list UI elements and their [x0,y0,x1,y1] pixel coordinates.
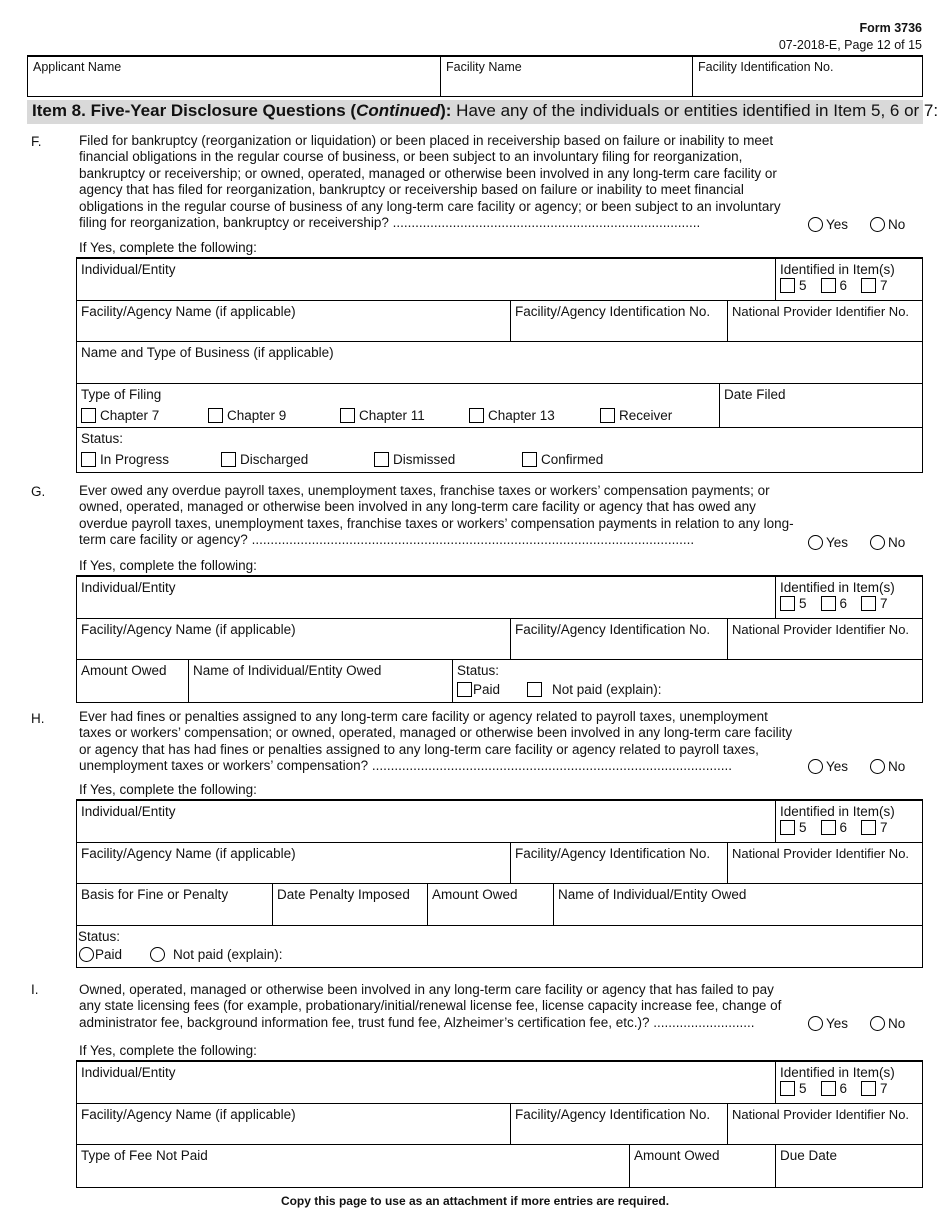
question-f-text: Filed for bankruptcy (reorganization or liquidation) or been placed in receivership based on failure or inability to meet financial obligations in the regular course of business, or been subject to an involuntary filing for reorganization, bankruptcy or receivership; or owned, operated, managed or otherwise been involved in any long-term care facility or agency that has filed for reorganization, bankruptcy or receivership based on failure or inability to meet financial obligations in the regular course of business of any long-term care facility or agency; or been subject to an involuntary filing for reorganization, bankruptcy or receivership? .................................................................................. [79,133,781,231]
date-penalty-field[interactable]: Date Penalty Imposed [272,884,427,925]
facility-agency-id-field[interactable]: Facility/Agency Identification No. [510,843,727,883]
receiver-option[interactable]: Receiver [600,408,672,423]
page-info: 07-2018-E, Page 12 of 15 [778,38,922,52]
question-h-ifyes: If Yes, complete the following: [79,782,257,797]
question-f-table [76,257,923,473]
question-h-table [76,799,923,968]
payment-status: Status: [452,660,922,702]
amount-owed-field[interactable]: Amount Owed [629,1145,775,1187]
npi-field[interactable]: National Provider Identifier No. [727,619,922,659]
item7-checkbox[interactable] [861,596,876,611]
facility-agency-id-field[interactable]: Facility/Agency Identification No. [510,1104,727,1144]
question-f-no[interactable]: No [870,217,905,232]
amount-owed-field[interactable]: Amount Owed [81,663,167,678]
identified-in-items: Identified in Item(s) 5 6 7 [775,577,922,618]
date-filed-field[interactable]: Date Filed [719,384,922,427]
name-owed-field[interactable]: Name of Individual/Entity Owed [188,660,452,702]
question-h-yes[interactable]: Yes [808,759,848,774]
facility-id-label: Facility Identification No. [698,60,834,74]
item5-checkbox[interactable] [780,820,795,835]
question-g-table [76,575,923,703]
item-8-heading: Item 8. Five-Year Disclosure Questions (Continued): Have any of the individuals or entities identified in Item 5, 6 or 7: [27,100,923,124]
facility-agency-name-field[interactable]: Facility/Agency Name (if applicable) [81,846,296,861]
identified-in-items: Identified in Item(s) 5 6 7 [775,259,922,300]
item6-checkbox[interactable] [821,1081,836,1096]
discharged-option[interactable]: Discharged [221,452,308,467]
facility-name-label: Facility Name [446,60,522,74]
chapter13-option[interactable]: Chapter 13 [469,408,555,423]
facility-name-field[interactable] [440,57,692,96]
question-i-ifyes: If Yes, complete the following: [79,1043,257,1058]
not-paid-option[interactable]: Not paid (explain): [150,947,283,962]
chapter11-option[interactable]: Chapter 11 [340,408,425,423]
item6-checkbox[interactable] [821,820,836,835]
individual-entity-field[interactable]: Individual/Entity [81,262,176,277]
npi-field[interactable]: National Provider Identifier No. [727,1104,922,1144]
amount-owed-field[interactable]: Amount Owed [427,884,553,925]
filing-status: Status: [81,431,124,446]
radio-icon[interactable] [808,217,823,232]
question-i-table [76,1060,923,1188]
radio-icon[interactable] [870,217,885,232]
identified-in-items: Identified in Item(s) 5 6 7 [775,1062,922,1103]
individual-entity-field[interactable]: Individual/Entity [81,580,176,595]
footer-note: Copy this page to use as an attachment if more entries are required. [280,1194,670,1208]
question-i-no[interactable]: No [870,1016,905,1031]
applicant-header-box [27,55,923,97]
question-g-yes[interactable]: Yes [808,535,848,550]
individual-entity-field[interactable]: Individual/Entity [81,1065,176,1080]
radio-icon[interactable] [870,1016,885,1031]
item7-checkbox[interactable] [861,1081,876,1096]
question-g-no[interactable]: No [870,535,905,550]
item7-checkbox[interactable] [861,820,876,835]
npi-field[interactable]: National Provider Identifier No. [727,301,922,341]
identified-in-items: Identified in Item(s) 5 6 7 [775,801,922,842]
not-paid-option[interactable]: Not paid (explain): [527,682,662,697]
item5-checkbox[interactable] [780,1081,795,1096]
question-i-letter: I. [31,982,39,997]
due-date-field[interactable]: Due Date [775,1145,922,1187]
name-owed-field[interactable]: Name of Individual/Entity Owed [553,884,922,925]
facility-agency-name-field[interactable]: Facility/Agency Name (if applicable) [81,304,296,319]
form-number: Form 3736 [859,21,922,35]
question-g-text: Ever owed any overdue payroll taxes, unemployment taxes, franchise taxes or workers’ compensation payments; or owned, operated, managed or otherwise been involved in any long-term care facility or agency that has owed any overdue payroll taxes, unemployment taxes, franchise taxes or workers’ compensation payments in relation to any long-term care facility or agency? ...................................................................................................................... [79,483,794,548]
radio-icon[interactable] [808,759,823,774]
facility-agency-id-field[interactable]: Facility/Agency Identification No. [510,301,727,341]
paid-option[interactable]: Paid [457,682,500,697]
chapter9-option[interactable]: Chapter 9 [208,408,286,423]
payment-status: Status: [78,929,121,944]
question-g-ifyes: If Yes, complete the following: [79,558,257,573]
applicant-name-label: Applicant Name [33,60,122,74]
individual-entity-field[interactable]: Individual/Entity [81,804,176,819]
confirmed-option[interactable]: Confirmed [522,452,603,467]
chapter7-option[interactable]: Chapter 7 [81,408,159,423]
npi-field[interactable]: National Provider Identifier No. [727,843,922,883]
facility-agency-name-field[interactable]: Facility/Agency Name (if applicable) [81,1107,296,1122]
basis-fine-field[interactable]: Basis for Fine or Penalty [81,887,229,902]
item7-checkbox[interactable] [861,278,876,293]
question-f-yes[interactable]: Yes [808,217,848,232]
radio-icon[interactable] [808,1016,823,1031]
facility-agency-id-field[interactable]: Facility/Agency Identification No. [510,619,727,659]
dismissed-option[interactable]: Dismissed [374,452,455,467]
in-progress-option[interactable]: In Progress [81,452,169,467]
item6-checkbox[interactable] [821,596,836,611]
item6-checkbox[interactable] [821,278,836,293]
question-h-text: Ever had fines or penalties assigned to any long-term care facility or agency related to payroll taxes, unemployment taxes or workers’ compensation; or owned, operated, managed or otherwise been involved in any long-term care facility or agency that has had fines or penalties assigned to any long-term care facility or agency related to payroll taxes, unemployment taxes or workers’ compensation? ................................................................................................ [79,709,793,774]
type-of-filing: Type of Filing [81,387,162,402]
question-h-no[interactable]: No [870,759,905,774]
question-i-text: Owned, operated, managed or otherwise been involved in any long-term care facility or agency that has failed to pay any state licensing fees (for example, probationary/initial/renewal license fee, license capacity increase fee, change of administrator fee, background information fee, trust fund fee, Alzheimer’s certification fee, etc.)? ........................... [79,982,782,1030]
paid-option[interactable]: Paid [79,947,122,962]
question-i-yes[interactable]: Yes [808,1016,848,1031]
question-h-letter: H. [31,711,45,726]
facility-id-field[interactable] [692,57,922,96]
question-g-letter: G. [31,484,46,499]
item5-checkbox[interactable] [780,278,795,293]
fee-type-field[interactable]: Type of Fee Not Paid [81,1148,208,1163]
question-f-letter: F. [31,134,42,149]
facility-agency-name-field[interactable]: Facility/Agency Name (if applicable) [81,622,296,637]
question-f-ifyes: If Yes, complete the following: [79,240,257,255]
item5-checkbox[interactable] [780,596,795,611]
applicant-name-field[interactable] [28,57,440,96]
business-name-type-field[interactable]: Name and Type of Business (if applicable) [81,345,334,360]
radio-icon[interactable] [870,535,885,550]
radio-icon[interactable] [808,535,823,550]
radio-icon[interactable] [870,759,885,774]
